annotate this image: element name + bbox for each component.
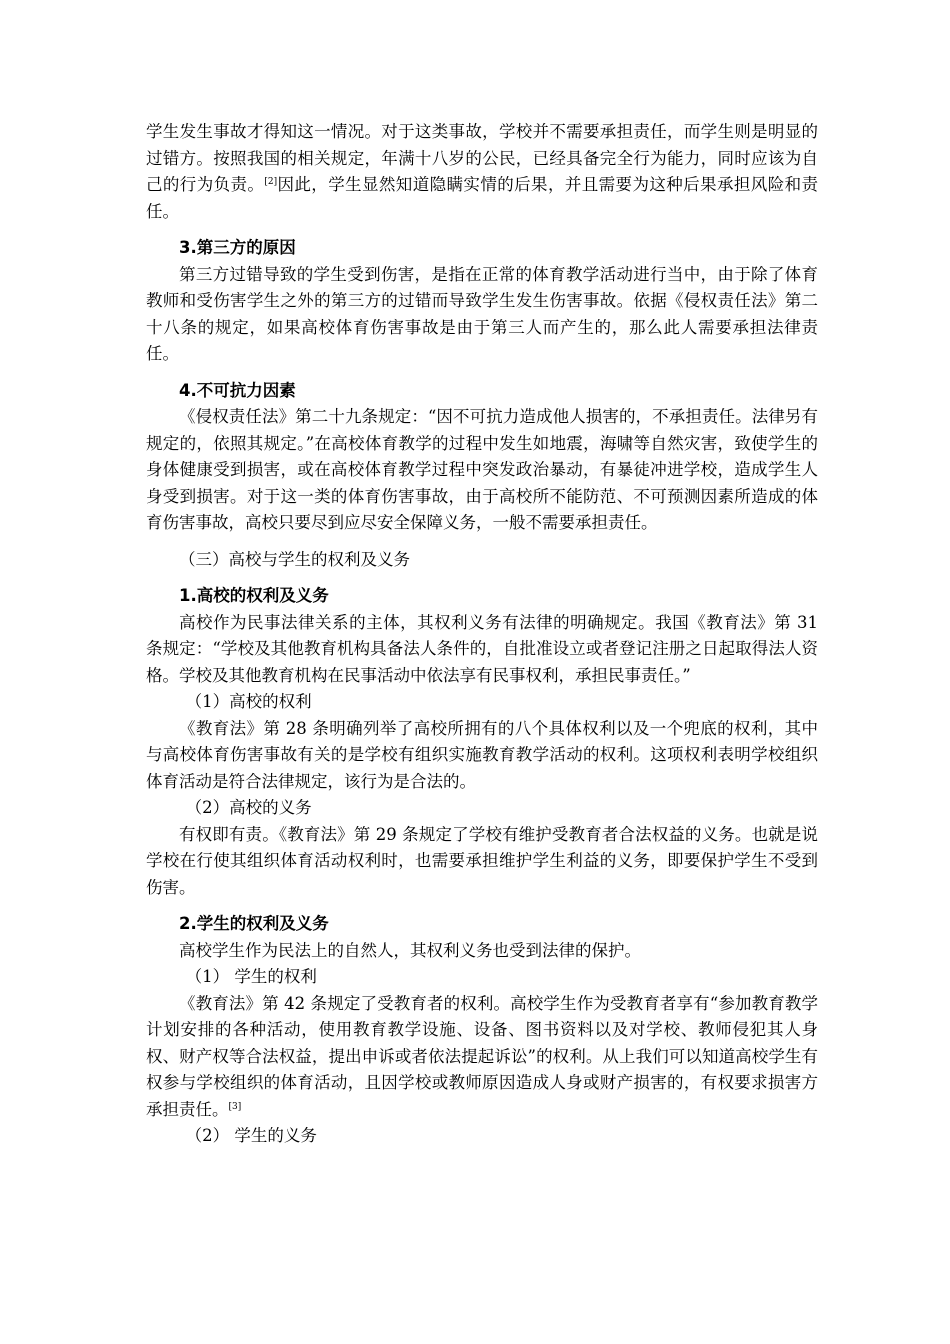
heading-university-rights: 1.高校的权利及义务 (179, 586, 329, 605)
paragraph-third-party: 第三方过错导致的学生受到伤害，是指在正常的体育教学活动进行当中，由于除了体育教师和受伤害学生之外的第三方的过错而导致学生发生伤害事故。依据《侵权责任法》第二十八条的规定，如果高校体育伤害事故是由于第三人而产生的，那么此人需要承担法律责任。 (146, 264, 818, 363)
paragraph-university-rights: 《教育法》第 28 条明确列举了高校所拥有的八个具体权利以及一个兜底的权利，其中与高校体育伤害事故有关的是学校有组织实施教育教学活动的权利。这项权利表明学校组织体育活动是符合法律规定，该行为是合法的。 (146, 718, 818, 791)
paragraph-university-obligations: 有权即有责。《教育法》第 29 条规定了学校有维护受教育者合法权益的义务。也就是说学校在行使其组织体育活动权利时，也需要承担维护学生利益的义务，即要保护学生不受到伤害。 (146, 824, 818, 897)
heading-student-rights: 2.学生的权利及义务 (179, 914, 329, 933)
paragraph-student-rights: 《教育法》第 42 条规定了受教育者的权利。高校学生作为受教育者享有“参加教育教学计划安排的各种活动，使用教育教学设施、设备、图书资料以及对学校、教师侵犯其人身权、财产权等合法权益，提出申诉或者依法提起诉讼”的权利。从上我们可以知道高校学生有权参与学校组织的体育活动，且因学校或教师原因造成人身或财产损害的，有权要求损害方承担责任。[3] (146, 993, 818, 1119)
document-page (146, 119, 818, 1150)
subheading-student-rights: （1） 学生的权利 (185, 967, 317, 986)
paragraph-university-legal-subject: 高校作为民事法律关系的主体，其权利义务有法律的明确规定。我国《教育法》第 31 条规定：“学校及其他教育机构具备法人条件的，自批准设立或者登记注册之日起取得法人资格。学校及其他教育机构在民事活动中依法享有民事权利，承担民事责任。” (146, 612, 818, 685)
subheading-university-obligations: （2）高校的义务 (185, 798, 312, 817)
subheading-university-rights: （1）高校的权利 (185, 692, 312, 711)
subheading-student-obligations: （2） 学生的义务 (185, 1126, 317, 1145)
citation-2: [2] (264, 177, 278, 187)
heading-force-majeure: 4.不可抗力因素 (179, 380, 296, 400)
section-title-rights-obligations: （三）高校与学生的权利及义务 (179, 549, 410, 569)
paragraph-student-natural-person: 高校学生作为民法上的自然人，其权利义务也受到法律的保护。 (179, 940, 641, 960)
citation-3: [3] (228, 1101, 242, 1112)
paragraph-force-majeure: 《侵权责任法》第二十九条规定：“因不可抗力造成他人损害的，不承担责任。法律另有规定的，依照其规定。”在高校体育教学的过程中发生如地震，海啸等自然灾害，致使学生的身体健康受到损害，或在高校体育教学过程中突发政治暴动，有暴徒冲进学校，造成学生人身受到损害。对于这一类的体育伤害事故，由于高校所不能防范、不可预测因素所造成的体育伤害事故，高校只要尽到应尽安全保障义务，一般不需要承担责任。 (146, 407, 818, 532)
paragraph-student-concealment: 学生发生事故才得知这一情况。对于这类事故，学校并不需要承担责任，而学生则是明显的过错方。按照我国的相关规定，年满十八岁的公民，已经具备完全行为能力，同时应该为自己的行为负责。[2]因此，学生显然知道隐瞒实情的后果，并且需要为这种后果承担风险和责任。 (146, 122, 819, 221)
heading-third-party: 3.第三方的原因 (179, 238, 296, 257)
